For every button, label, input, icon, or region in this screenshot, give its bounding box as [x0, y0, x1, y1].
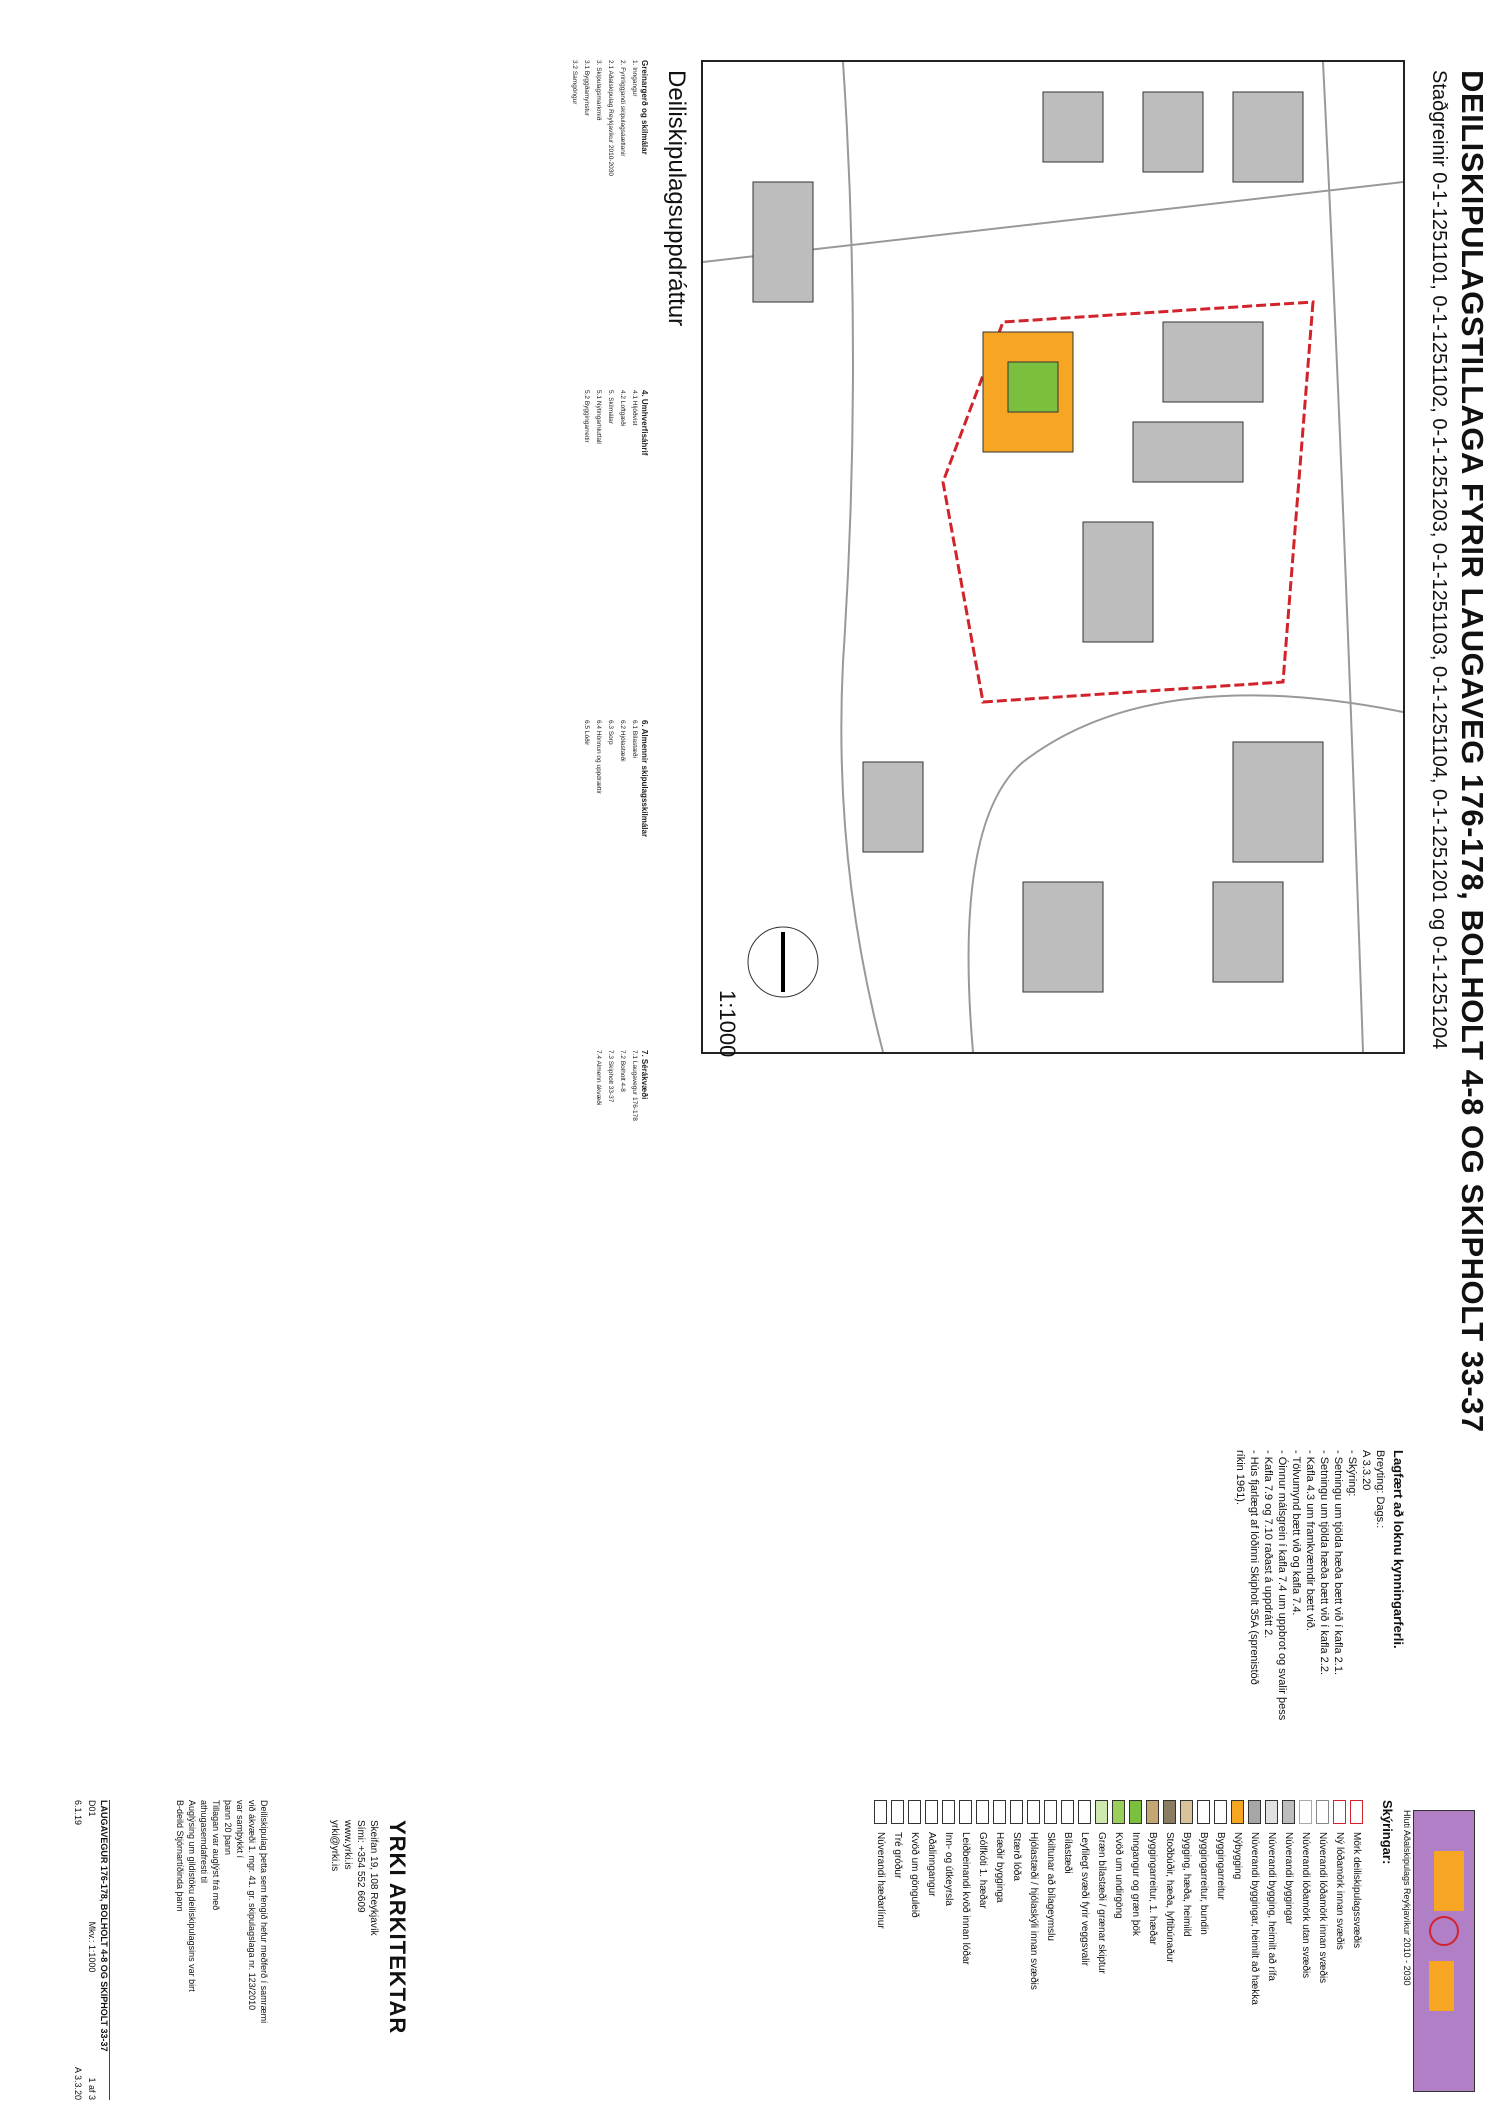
column-heading: Greinargerð og skilmálar [640, 60, 649, 155]
note-item: - Setningu um tjölda hæða bætt við í kafla 2.1. [1332, 1450, 1344, 1676]
legend-item [1144, 1800, 1161, 2100]
notes-sub: Breyting: Dags.: [1374, 1450, 1386, 1529]
note-item: ríkin 1961). [1234, 1450, 1246, 1506]
approval-line: var samþykkt í [235, 1800, 245, 1859]
legend-item [1076, 1800, 1093, 2100]
paragraph: 7.3 Skipholt 33-37 [607, 1050, 614, 1103]
legend-item [923, 1800, 940, 2100]
approval-line: Auglýsing um gildistöku deiliskipulagsins var birt [187, 1800, 197, 1992]
legend-swatch [1095, 1800, 1108, 1824]
legend-label: Leyfilegt svæði fyrir veggsvalir [1079, 1832, 1090, 1966]
legend-swatch [1078, 1800, 1091, 1824]
building [1233, 92, 1303, 182]
paragraph: 2.1 Aðalskipulag Reykjavíkur 2010-2030 [607, 60, 614, 176]
legend-label: Stoðbúðir, hæða, lyftibúnaður [1164, 1832, 1175, 1963]
legend-item [889, 1800, 906, 2100]
paragraph: 2. Fyrirliggjandi skipulagsáætlanir [619, 60, 626, 157]
legend-swatch [1027, 1800, 1040, 1824]
legend-label: Græn bílastæði / grænar skiptur [1096, 1832, 1107, 1974]
legend-label: Leiðbeinandi kvöð innan lóðar [960, 1832, 971, 1965]
legend-swatch [1129, 1800, 1142, 1824]
building [1133, 422, 1243, 482]
site-map-drawing [703, 62, 1403, 1052]
paragraph: 3.1 Byggðamynstur [583, 60, 590, 117]
legend-swatch [993, 1800, 1006, 1824]
map-scale: 1:1000 [715, 990, 740, 1058]
legend-item [991, 1800, 1008, 2100]
legend-label: Byggingarreitur, bundin [1198, 1832, 1209, 1935]
plan-subtitle: Staðgreinir 0-1-1251101, 0-1-1251102, 0-1-1251203, 0-1-1251103, 0-1-1251104, 0-1-1251201 og 0-1-1251204 [1428, 70, 1450, 1050]
legend-swatch [1010, 1800, 1023, 1824]
building [863, 762, 923, 852]
address-line: www.yrki.is [342, 1820, 353, 1870]
legend-label: Kvöð um undirgöng [1113, 1832, 1124, 1919]
paragraph: 5.1 Nýtingarhlutfall [595, 390, 602, 444]
paragraph: 7.4 Almenn ákvæði [595, 1050, 602, 1106]
legend-swatch [1061, 1800, 1074, 1824]
title-block [24, 1800, 110, 2100]
municipal-plan-inset [1413, 1810, 1475, 2092]
address-line: yrki@yrki.is [329, 1820, 340, 1872]
note-item: - Kafla 4.3 um framkvæmdir bætt við. [1304, 1450, 1316, 1631]
legend-swatch [1163, 1800, 1176, 1824]
legend-label: Núverandi lóðamörk innan svæðis [1317, 1832, 1328, 1984]
building [1143, 92, 1203, 172]
legend-item [1331, 1800, 1348, 2100]
legend-item [1348, 1800, 1365, 2100]
paragraph: 3. Skipulagsmarkmið [595, 60, 602, 121]
paragraph: 5. Skilmálar [607, 390, 614, 424]
note-item: - Óinnur málsgrein í kafla 7.4 um uppbrot og svalir þess [1276, 1450, 1288, 1721]
legend-label: Hjólastæði / hjólaskýli innan svæðis [1028, 1832, 1039, 1990]
building [1043, 92, 1103, 162]
note-item: - Kafla 7.9 og 7.10 raðast á uppdrátt 2. [1262, 1450, 1274, 1639]
legend-label: Kvöð um gönguleið [909, 1832, 920, 1918]
legend-label: Núverandi bygging, heimilt að rífa [1266, 1832, 1277, 1981]
legend-label: Byggingarreitur [1215, 1832, 1226, 1900]
legend-label: Mörk deiliskipulagssvæðis [1351, 1832, 1362, 1949]
architect-name: YRKI ARKITEKTAR [385, 1820, 410, 2035]
plan-title: DEILISKIPULAGSTILLAGA FYRIR LAUGAVEG 176-178, BOLHOLT 4-8 OG SKIPHOLT 33-37 [1455, 70, 1490, 1433]
paragraph: 7.2 Bolholt 4-8 [619, 1050, 626, 1092]
legend-label: Gólfkóti 1. hæðar [977, 1832, 988, 1909]
building [1023, 882, 1103, 992]
legend-swatch [1044, 1800, 1057, 1824]
legend-swatch [1180, 1800, 1193, 1824]
tb-drawing-no: D01 [87, 1800, 97, 1817]
tb-row [85, 1800, 99, 2100]
text-column-4 [30, 1050, 650, 1350]
legend-label: Núverandi byggingar, heimilt að hækka [1249, 1832, 1260, 2005]
legend-label: Nýbygging [1232, 1832, 1243, 1880]
column-heading: 6. Almennir skipulagsskilmálar [640, 720, 649, 838]
legend-swatch [1214, 1800, 1227, 1824]
legend-label: Bílastæði [1062, 1832, 1073, 1874]
legend-label: Byggingarreitur, 1. hæðar [1147, 1832, 1158, 1945]
legend-label: Núverandi hæðarlínur [875, 1832, 886, 1929]
legend-title: Skýringar: [1380, 1800, 1395, 1865]
tb-date: 6.1.19 [73, 1800, 83, 1826]
approval-line: við ákvæði 1. mgr. 41. gr. skipulagslaga nr. 123/2010 [247, 1800, 257, 2011]
legend-swatch [1197, 1800, 1210, 1824]
legend-item [1008, 1800, 1025, 2100]
legend-swatch [1333, 1800, 1346, 1824]
architect-address [328, 1820, 380, 1936]
paragraph: 5.2 Byggingarreitir [583, 390, 590, 443]
legend-item [1195, 1800, 1212, 2100]
legend-swatch [1112, 1800, 1125, 1824]
legend-item [906, 1800, 923, 2100]
approval-block [174, 1800, 270, 2100]
legend-item [1042, 1800, 1059, 2100]
legend-item [1093, 1800, 1110, 2100]
legend-item [872, 1800, 889, 2100]
legend-item [1127, 1800, 1144, 2100]
text-columns [20, 60, 650, 1420]
legend-label: Hæðir bygginga [994, 1832, 1005, 1903]
address-line: Skeifan 19, 108 Reykjavík [368, 1820, 379, 1936]
paragraph: 3.2 Samgöngur [571, 60, 578, 105]
note-item: - Tölvumynd bætt við og kafla 7.4. [1290, 1450, 1302, 1616]
address-line: Sími: +354 552 6609 [355, 1820, 366, 1913]
legend-item [1229, 1800, 1246, 2100]
paragraph: 6.4 Hönnun og uppdrættir [595, 720, 602, 795]
legend-item [1297, 1800, 1314, 2100]
legend-item [1263, 1800, 1280, 2100]
legend-swatch [942, 1800, 955, 1824]
legend-swatch [1299, 1800, 1312, 1824]
legend-swatch [1282, 1800, 1295, 1824]
legend-label: Inngangur og græn þök [1130, 1832, 1141, 1936]
legend-swatch [1350, 1800, 1363, 1824]
tb-scale: Mkv.: 1:1000 [87, 1921, 97, 1973]
paragraph: 6.3 Sorp [607, 720, 614, 745]
tb-row [71, 1800, 85, 2100]
legend-swatch [1265, 1800, 1278, 1824]
approval-line: þann 20 þann [223, 1800, 233, 1856]
approval-line: athugasemdafresti til [199, 1800, 209, 1884]
legend-label: Skiltunar að bílageymslu [1045, 1832, 1056, 1941]
tb-sheet: 1 af 3 [87, 2077, 97, 2100]
legend-item [940, 1800, 957, 2100]
legend-label: Tré gróður [892, 1832, 903, 1879]
legend-label: Stærð lóða [1011, 1832, 1022, 1881]
paragraph: 6.5 Lóðir [583, 720, 590, 746]
column-heading: 4. Umhverfisáhrif [640, 390, 649, 456]
legend-label: Inn- og útkeyrsla [943, 1832, 954, 1906]
tb-project: LAUGAVEGUR 176-178, BOLHOLT 4-8 OG SKIPHOLT 33-37 [99, 1800, 109, 2052]
notes-rev: A 3.3.20 [1360, 1450, 1372, 1491]
legend-swatch [959, 1800, 972, 1824]
legend-item [1280, 1800, 1297, 2100]
building [1083, 522, 1153, 642]
legend-swatch [1316, 1800, 1329, 1824]
legend-swatch [874, 1800, 887, 1824]
text-column-3 [30, 720, 650, 1020]
paragraph: 6.1 Bílastæði [631, 720, 638, 758]
legend-item [974, 1800, 991, 2100]
legend-swatch [1248, 1800, 1261, 1824]
legend-item [1059, 1800, 1076, 2100]
legend-swatch [1146, 1800, 1159, 1824]
legend-label: Núverandi lóðamörk utan svæðis [1300, 1832, 1311, 1979]
green-roof [1008, 362, 1058, 412]
building [1163, 322, 1263, 402]
note-item: - Setningu um tjölda hæða bætt við í kafla 2.2. [1318, 1450, 1330, 1676]
building [753, 182, 813, 302]
paragraph: 7.1 Laugavegur 176-178 [631, 1050, 638, 1121]
legend-label: Ný lóðamörk innan svæðis [1334, 1832, 1345, 1950]
building [1233, 742, 1323, 862]
paragraph: 6.2 Hjólastæði [619, 720, 626, 762]
legend [872, 1800, 1365, 2100]
map-caption: Deiliskipulagsuppdráttur [663, 70, 690, 327]
legend-label: Aðalinngangur [926, 1832, 937, 1897]
legend-label: Bygging, hæða, heimild [1181, 1832, 1192, 1937]
site-map [701, 60, 1405, 1054]
legend-item [1314, 1800, 1331, 2100]
legend-item [1110, 1800, 1127, 2100]
tb-rev: A 3.3.20 [73, 2066, 83, 2100]
legend-swatch [891, 1800, 904, 1824]
legend-swatch [976, 1800, 989, 1824]
paragraph: 1. Inngangur [631, 60, 638, 97]
legend-item [1212, 1800, 1229, 2100]
column-heading: 7. Sérákvæði [640, 1050, 649, 1100]
approval-line: Deiliskipulag þetta sem fengið hefur meðferð í samræmi [259, 1800, 269, 2024]
notes-heading: Lagfært að loknu kynningarferli. [1391, 1450, 1406, 1649]
note-item: - Hús fjarlægt af lóðinni Skipholt 35A (sprenistöð [1248, 1450, 1260, 1685]
legend-item [1246, 1800, 1263, 2100]
legend-swatch [1231, 1800, 1244, 1824]
approval-line: B-deild Stjórnartíðinda þann [175, 1800, 185, 1912]
text-column-2 [30, 390, 650, 690]
note-item: - Skýring: [1346, 1450, 1358, 1497]
inset-map [1414, 1811, 1474, 2091]
legend-item [1178, 1800, 1195, 2100]
legend-item [1025, 1800, 1042, 2100]
text-column-1 [30, 60, 650, 360]
legend-item [957, 1800, 974, 2100]
approval-line: Tillagan var auglýst frá með [211, 1800, 221, 1911]
paragraph: 4.2 Loftgæði [619, 390, 626, 427]
paragraph: 4.1 Hljóðvist [631, 390, 638, 426]
legend-swatch [925, 1800, 938, 1824]
legend-label: Núverandi byggingar [1283, 1832, 1294, 1925]
legend-item [1161, 1800, 1178, 2100]
legend-swatch [908, 1800, 921, 1824]
inset-caption: Hluti Aðalskipulags Reykjavíkur 2010 - 2030 [1402, 1810, 1412, 1986]
building [1213, 882, 1283, 982]
